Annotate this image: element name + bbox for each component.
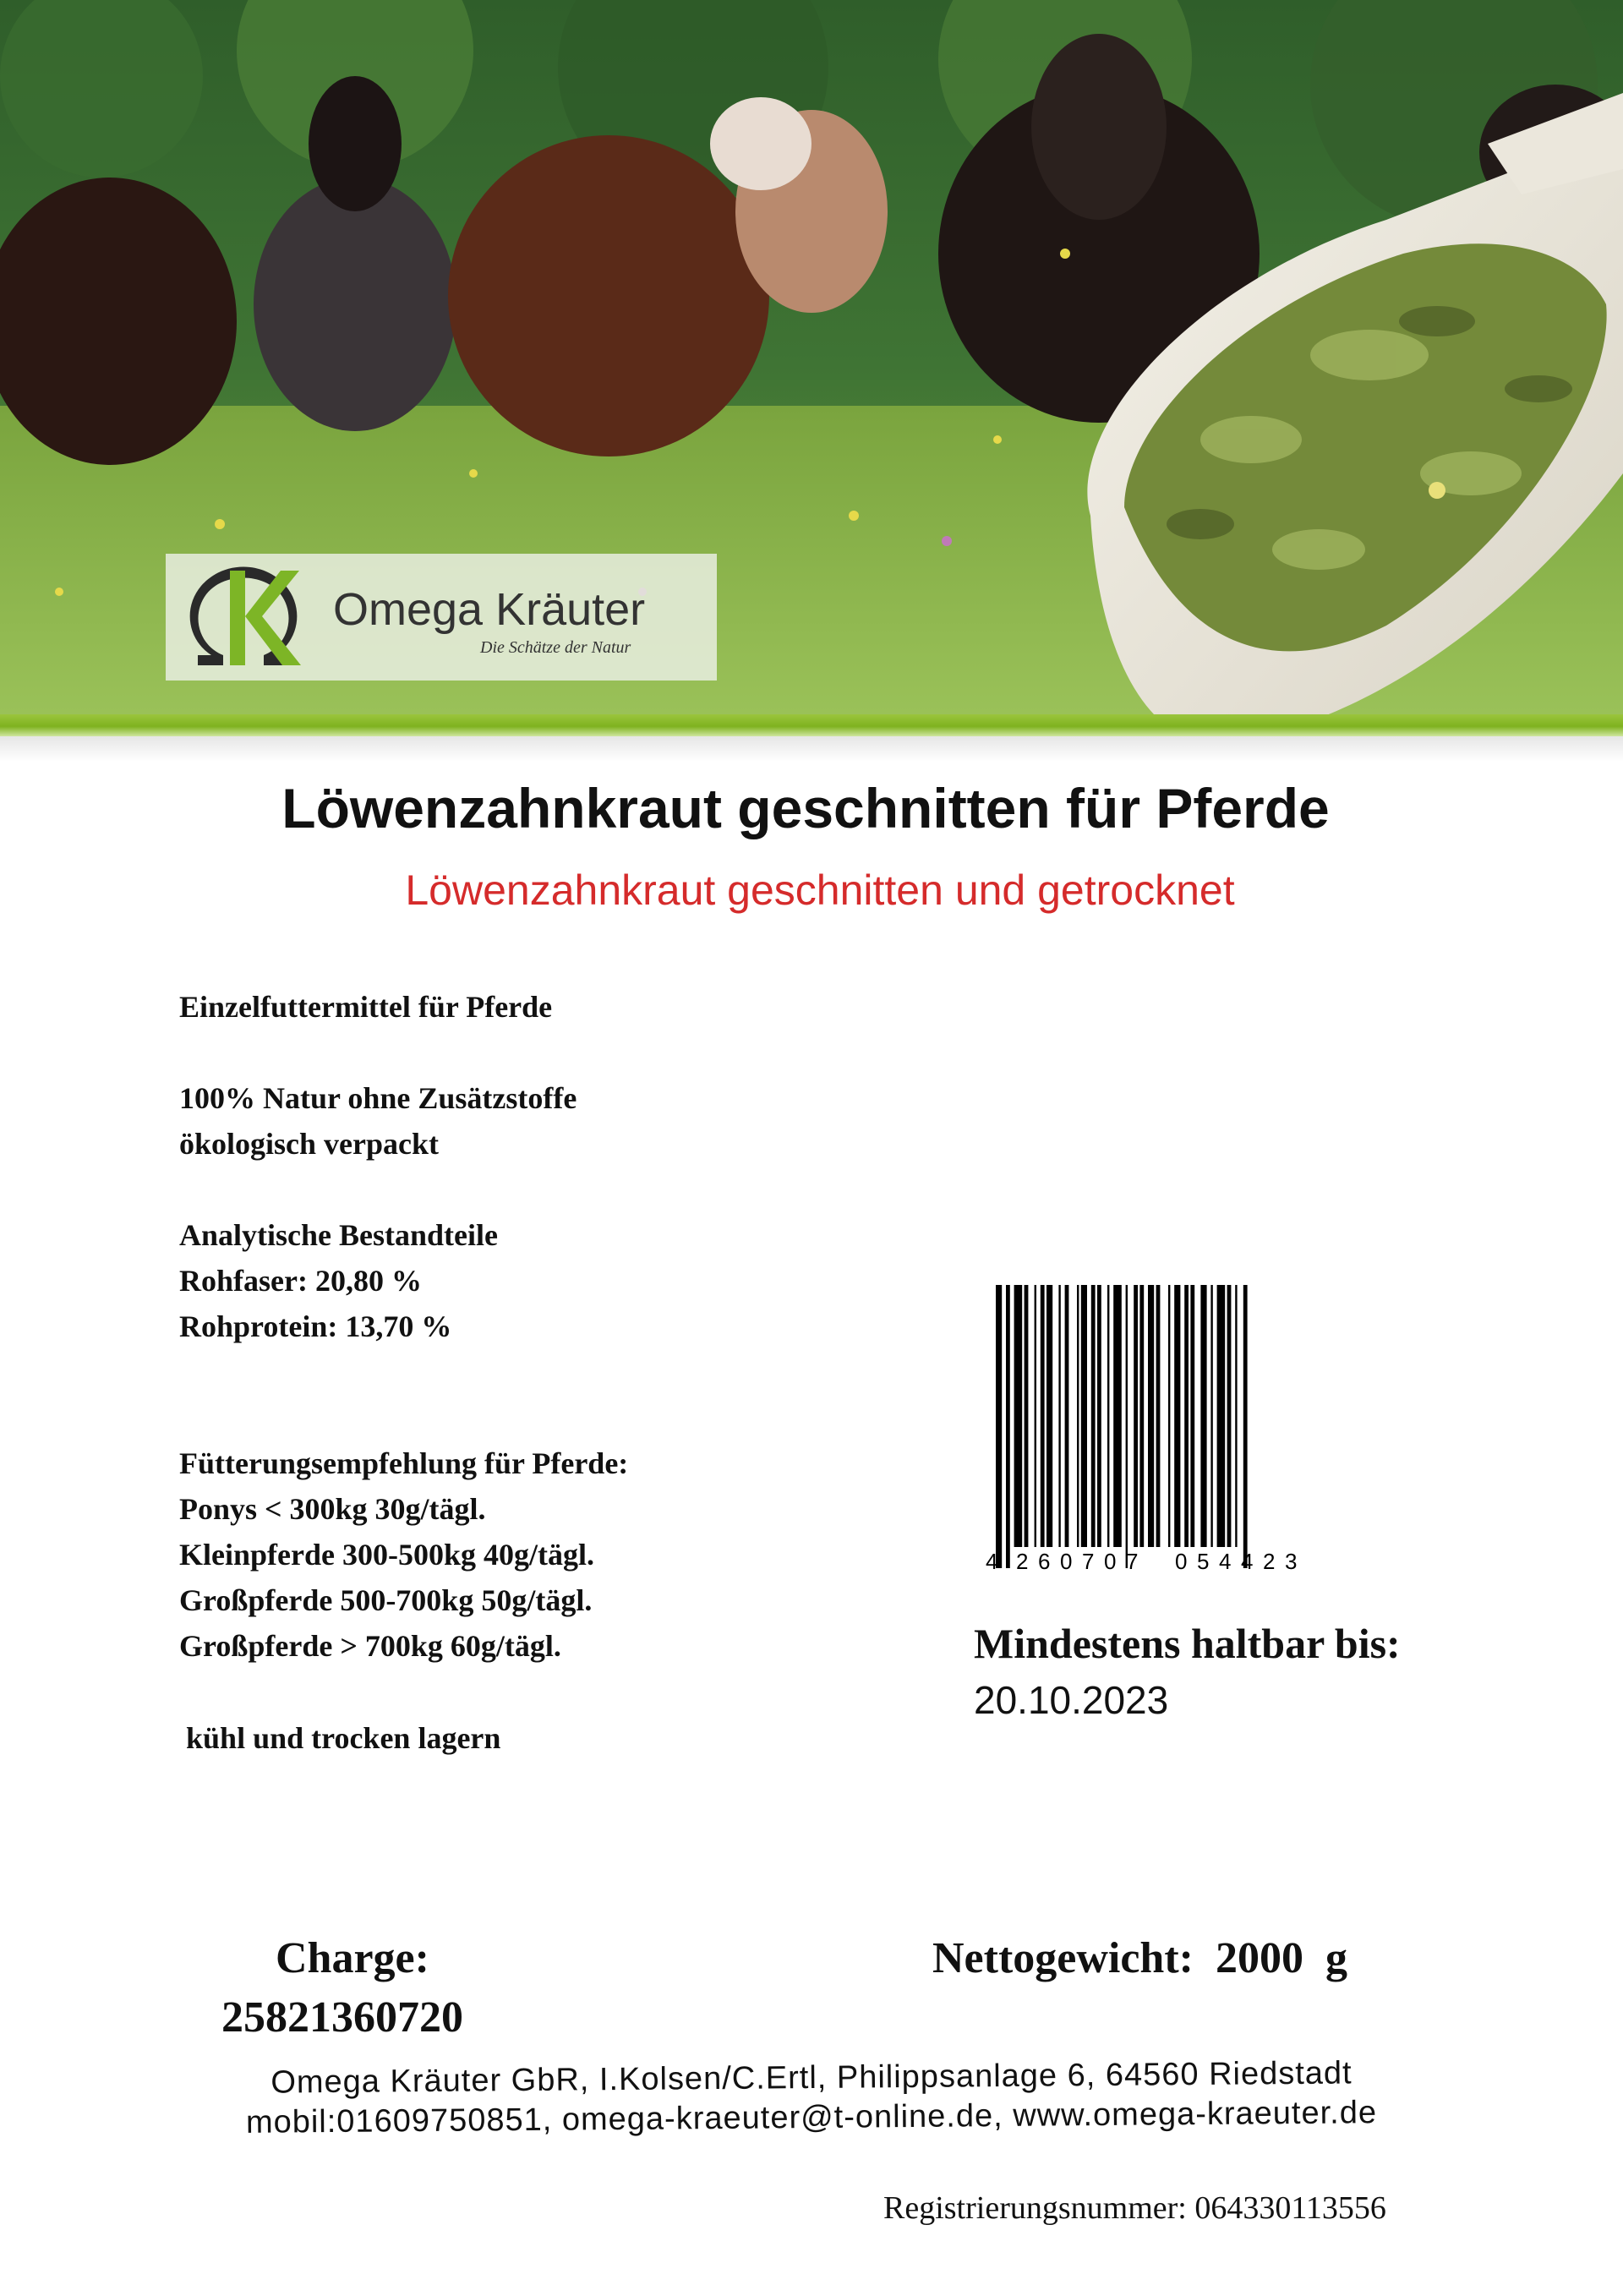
feed-type: Einzelfuttermittel für Pferde [179,990,553,1024]
analysis-item: Rohprotein: 13,70 % [179,1309,452,1343]
barcode-digit: 5 [1197,1549,1210,1572]
barcode-bar [1227,1285,1232,1547]
barcode-bar [996,1285,1002,1568]
barcode-bar [1014,1285,1023,1547]
nature-line-1: 100% Natur ohne Zusätzstoffe [179,1081,577,1115]
feeding-item: Ponys < 300kg 30g/tägl. [179,1492,486,1526]
barcode-bar [1006,1285,1010,1568]
product-subtitle: Löwenzahnkraut geschnitten und getrocknet [405,866,1235,914]
barcode-digit: 6 [1038,1549,1051,1572]
brand-tagline: Die Schätze der Natur [480,638,631,657]
registration-number: Registrierungsnummer: 064330113556 [883,2190,1386,2226]
barcode-digit: 7 [1082,1549,1095,1572]
barcode-digit: 0 [1104,1549,1117,1572]
barcode-bar [1065,1285,1069,1547]
barcode-bar [1081,1285,1087,1547]
barcode-bar [1210,1285,1212,1547]
divider-shadow [0,736,1623,762]
barcode-bar [1168,1285,1170,1547]
address-line-2: mobil:01609750851, omega-kraeuter@t-online.de, www.omega-kraeuter.de [245,2095,1378,2140]
charge-number: 25821360720 [221,1993,463,2042]
barcode-digit: 2 [1016,1549,1029,1572]
barcode-bar [1113,1285,1122,1547]
omega-k-logo-icon [181,564,306,672]
barcode-digit: 2 [1263,1549,1276,1572]
barcode-bar [1190,1285,1194,1547]
best-before-label: Mindestens haltbar bis: [974,1620,1401,1667]
barcode-bar [1235,1285,1237,1547]
barcode-digit: 4 [1241,1549,1254,1572]
net-weight: Nettogewicht: 2000 g [932,1934,1347,1982]
barcode-bar [1243,1285,1248,1568]
feeding-item: Großpferde 500-700kg 50g/tägl. [179,1583,593,1617]
barcode-bar [1035,1285,1036,1547]
charge-label: Charge: [276,1934,429,1982]
feeding-item: Großpferde > 700kg 60g/tägl. [179,1629,561,1663]
ean-barcode [981,1285,1344,1572]
barcode-digit: 3 [1285,1549,1298,1572]
barcode-digit: 0 [1175,1549,1188,1572]
barcode-bar [1174,1285,1180,1547]
barcode-bar [1041,1285,1045,1547]
green-divider-strip [0,714,1623,736]
best-before-date: 20.10.2023 [974,1678,1169,1722]
barcode-bar [1046,1285,1052,1547]
barcode-bar [1097,1285,1101,1547]
product-title: Löwenzahnkraut geschnitten für Pferde [281,777,1330,839]
analysis-heading: Analytische Bestandteile [179,1218,498,1252]
feeding-heading: Fütterungsempfehlung für Pferde: [179,1446,629,1480]
barcode-bar [1077,1285,1079,1547]
barcode-digit: 0 [1060,1549,1073,1572]
brand-logo [166,554,717,681]
barcode-bar [1134,1285,1138,1547]
barcode-icon [981,1285,1344,1572]
barcode-digit: 4 [986,1549,998,1572]
nature-line-2: ökologisch verpackt [179,1127,440,1161]
barcode-bar [1107,1285,1109,1547]
barcode-bar [1058,1285,1060,1547]
barcode-bar [1217,1285,1226,1547]
storage-note: kühl und trocken lagern [186,1721,501,1755]
barcode-bar [1184,1285,1189,1547]
barcode-bar [1091,1285,1096,1547]
barcode-digit: 4 [1219,1549,1232,1572]
barcode-bar [1139,1285,1144,1547]
barcode-bar [1025,1285,1029,1547]
barcode-digit: 7 [1126,1549,1139,1572]
barcode-bar [1200,1285,1206,1547]
feeding-item: Kleinpferde 300-500kg 40g/tägl. [179,1538,594,1572]
barcode-bar [1156,1285,1161,1547]
address-line-1: Omega Kräuter GbR, I.Kolsen/C.Ertl, Philippsanlage 6, 64560 Riedstadt [270,2055,1352,2101]
brand-name: Omega Kräuter [333,584,646,635]
barcode-bar [1126,1285,1128,1568]
analysis-item: Rohfaser: 20,80 % [179,1264,422,1298]
barcode-bar [1148,1285,1154,1547]
